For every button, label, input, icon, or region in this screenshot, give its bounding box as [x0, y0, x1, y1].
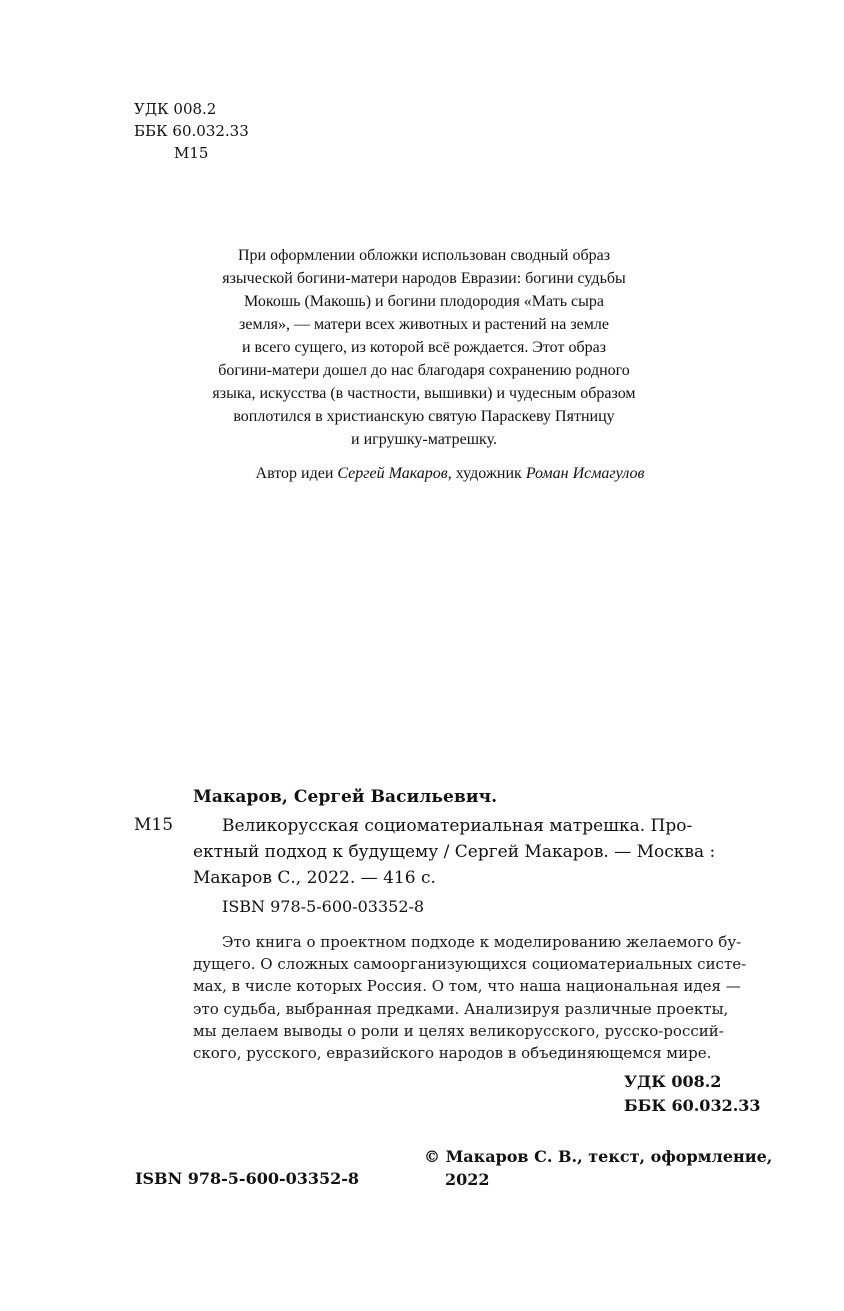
cover-note-line: богини-матери дошел до нас благодаря сохранению родного: [218, 362, 630, 379]
bib-desc-line: Макаров С., 2022. — 416 с.: [193, 868, 436, 888]
cover-note-line: воплотился в христианскую святую Параскеву Пятницу: [233, 408, 615, 425]
cover-note-line: земля», — матери всех животных и растений на земле: [239, 316, 609, 333]
author-heading: Макаров, Сергей Васильевич.: [193, 787, 498, 807]
annotation-line: дущего. О сложных самоорганизующихся социоматериальных систе-: [193, 955, 747, 974]
author-code-bib: М15: [134, 815, 174, 835]
cover-note-line: языческой богини-матери народов Евразии: богини судьбы: [222, 270, 626, 287]
idea-label: Автор идеи: [255, 465, 338, 482]
cover-note-line: и игрушку-матрешку.: [351, 431, 497, 448]
author-code-top: М15: [174, 144, 209, 162]
annotation-line: ского, русского, евразийского народов в объединяющемся мире.: [193, 1044, 712, 1063]
copyright-year: 2022: [445, 1170, 490, 1189]
cover-credits: [150, 462, 750, 485]
bibliographic-description: [193, 813, 758, 891]
isbn-bib: ISBN 978-5-600-03352-8: [222, 897, 425, 916]
isbn-footer: ISBN 978-5-600-03352-8: [135, 1169, 360, 1188]
udk-code-top: УДК 008.2: [134, 100, 217, 118]
idea-author-name: Сергей Макаров: [337, 465, 448, 482]
cover-note: [150, 244, 698, 451]
cover-note-line: языка, искусства (в частности, вышивки) и чудесным образом: [212, 385, 636, 402]
udk-code-bottom: УДК 008.2: [624, 1072, 722, 1091]
cover-note-line: Мокошь (Макошь) и богини плодородия «Мать сыра: [244, 293, 604, 310]
artist-label: , художник: [447, 465, 526, 482]
copyright-notice: © Макаров С. В., текст, оформление,: [424, 1147, 773, 1166]
artist-name: Роман Исмагулов: [525, 465, 645, 482]
annotation-line: Это книга о проектном подходе к моделированию желаемого бу-: [222, 933, 742, 951]
annotation: [193, 931, 758, 1064]
bib-desc-line: Великорусская социоматериальная матрешка. Про-: [222, 816, 693, 836]
bbk-code-top: ББК 60.032.33: [134, 122, 249, 140]
bib-desc-line: ектный подход к будущему / Сергей Макаров. — Москва :: [193, 842, 716, 862]
annotation-line: мы делаем выводы о роли и целях великорусского, русско-россий-: [193, 1021, 724, 1040]
bbk-code-bottom: ББК 60.032.33: [624, 1096, 761, 1115]
cover-note-line: При оформлении обложки использован сводный образ: [237, 247, 611, 264]
annotation-line: мах, в числе которых Россия. О том, что наша национальная идея —: [193, 977, 741, 996]
cover-note-line: и всего сущего, из которой всё рождается. Этот образ: [241, 339, 607, 356]
annotation-line: это судьба, выбранная предками. Анализируя различные проекты,: [193, 999, 729, 1018]
